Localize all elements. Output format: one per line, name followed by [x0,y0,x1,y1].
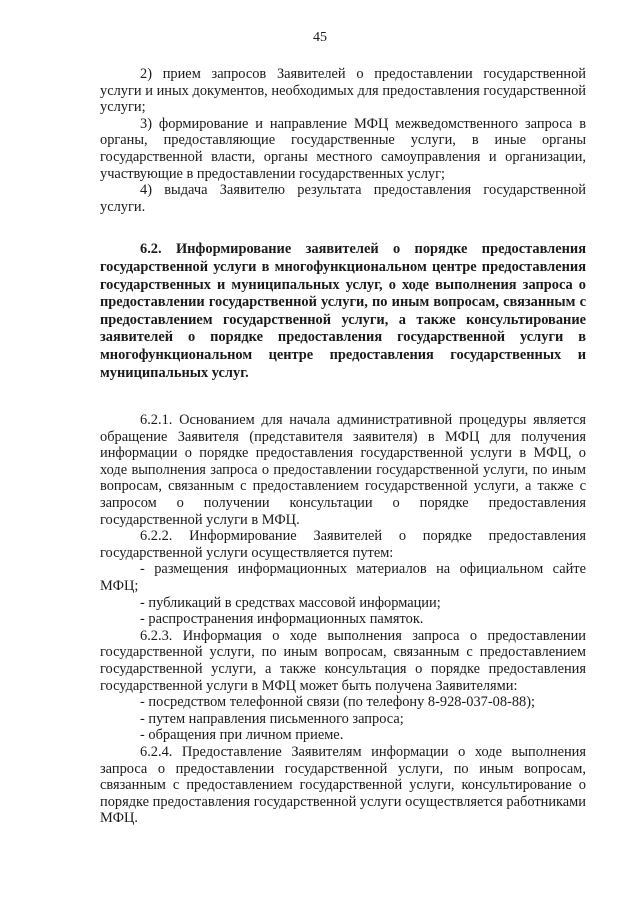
bullet-item: - обращения при личном приеме. [140,727,344,744]
paragraph-6-2-1: 6.2.1. Основанием для начала административной процедуры является обращение Заявителя (представителя заявителя) в МФЦ для получения информации о порядке предоставления государственной услуги в МФЦ, о ходе выполнения запроса о предоставлении государственной услуги, по иным вопросам, связанным с предоставлением государственной услуги, а также с запросом о получении консультации о порядке предоставления государственной услуги в МФЦ. [100,412,586,528]
bullet-item: - распространения информационных памяток. [140,611,424,628]
list-item-4: 4) выдача Заявителю результата предоставления государственной услуги. [100,182,586,215]
paragraph-6-2-3: 6.2.3. Информация о ходе выполнения запроса о предоставлении государственной услуги, по иным вопросам, связанным с предоставлением государственной услуги, а также консультация о порядке предоставления государственной услуги в МФЦ может быть получена Заявителями: [100,627,586,694]
section-heading-6-2: 6.2. Информирование заявителей о порядке предоставления государственной услуги в многофункциональном центре предоставления государственных и муниципальных услуг, о ходе выполнения запроса о предоставлении государственной услуги, по иным вопросам, связанным с предоставлением государственной услуги, а также консультирование заявителей о порядке предоставления государственной услуги в многофункциональном центре предоставления государственных и муниципальных услуг. [100,241,586,381]
bullet-item: - посредством телефонной связи (по телефону 8-928-037-08-88); [140,694,536,711]
paragraph-6-2-4: 6.2.4. Предоставление Заявителям информации о ходе выполнения запроса о предоставлении государственной услуги, по иным вопросам, связанным с предоставлением государственной услуги, консультирование о порядке предоставления государственной услуги осуществляется работниками МФЦ. [100,743,586,827]
list-item-2: 2) прием запросов Заявителей о предоставлении государственной услуги и иных документов, необходимых для предоставления государственной услуги; [100,66,586,116]
bullet-item: - путем направления письменного запроса; [140,710,404,727]
page-number: 45 [313,30,327,45]
bullet-item: - размещения информационных материалов на официальном сайте МФЦ; [100,561,586,595]
bullet-item: - публикаций в средствах массовой информации; [140,594,441,611]
paragraph-6-2-2: 6.2.2. Информирование Заявителей о порядке предоставления государственной услуги осуществляется путем: [100,528,586,561]
section-6-2-body [100,412,586,827]
document-body [100,66,586,827]
list-item-3: 3) формирование и направление МФЦ межведомственного запроса в органы, предоставляющие государственные услуги, в иные органы государственной власти, органы местного самоуправления и организации, участвующие в предоставлении государственных услуг; [100,115,586,182]
